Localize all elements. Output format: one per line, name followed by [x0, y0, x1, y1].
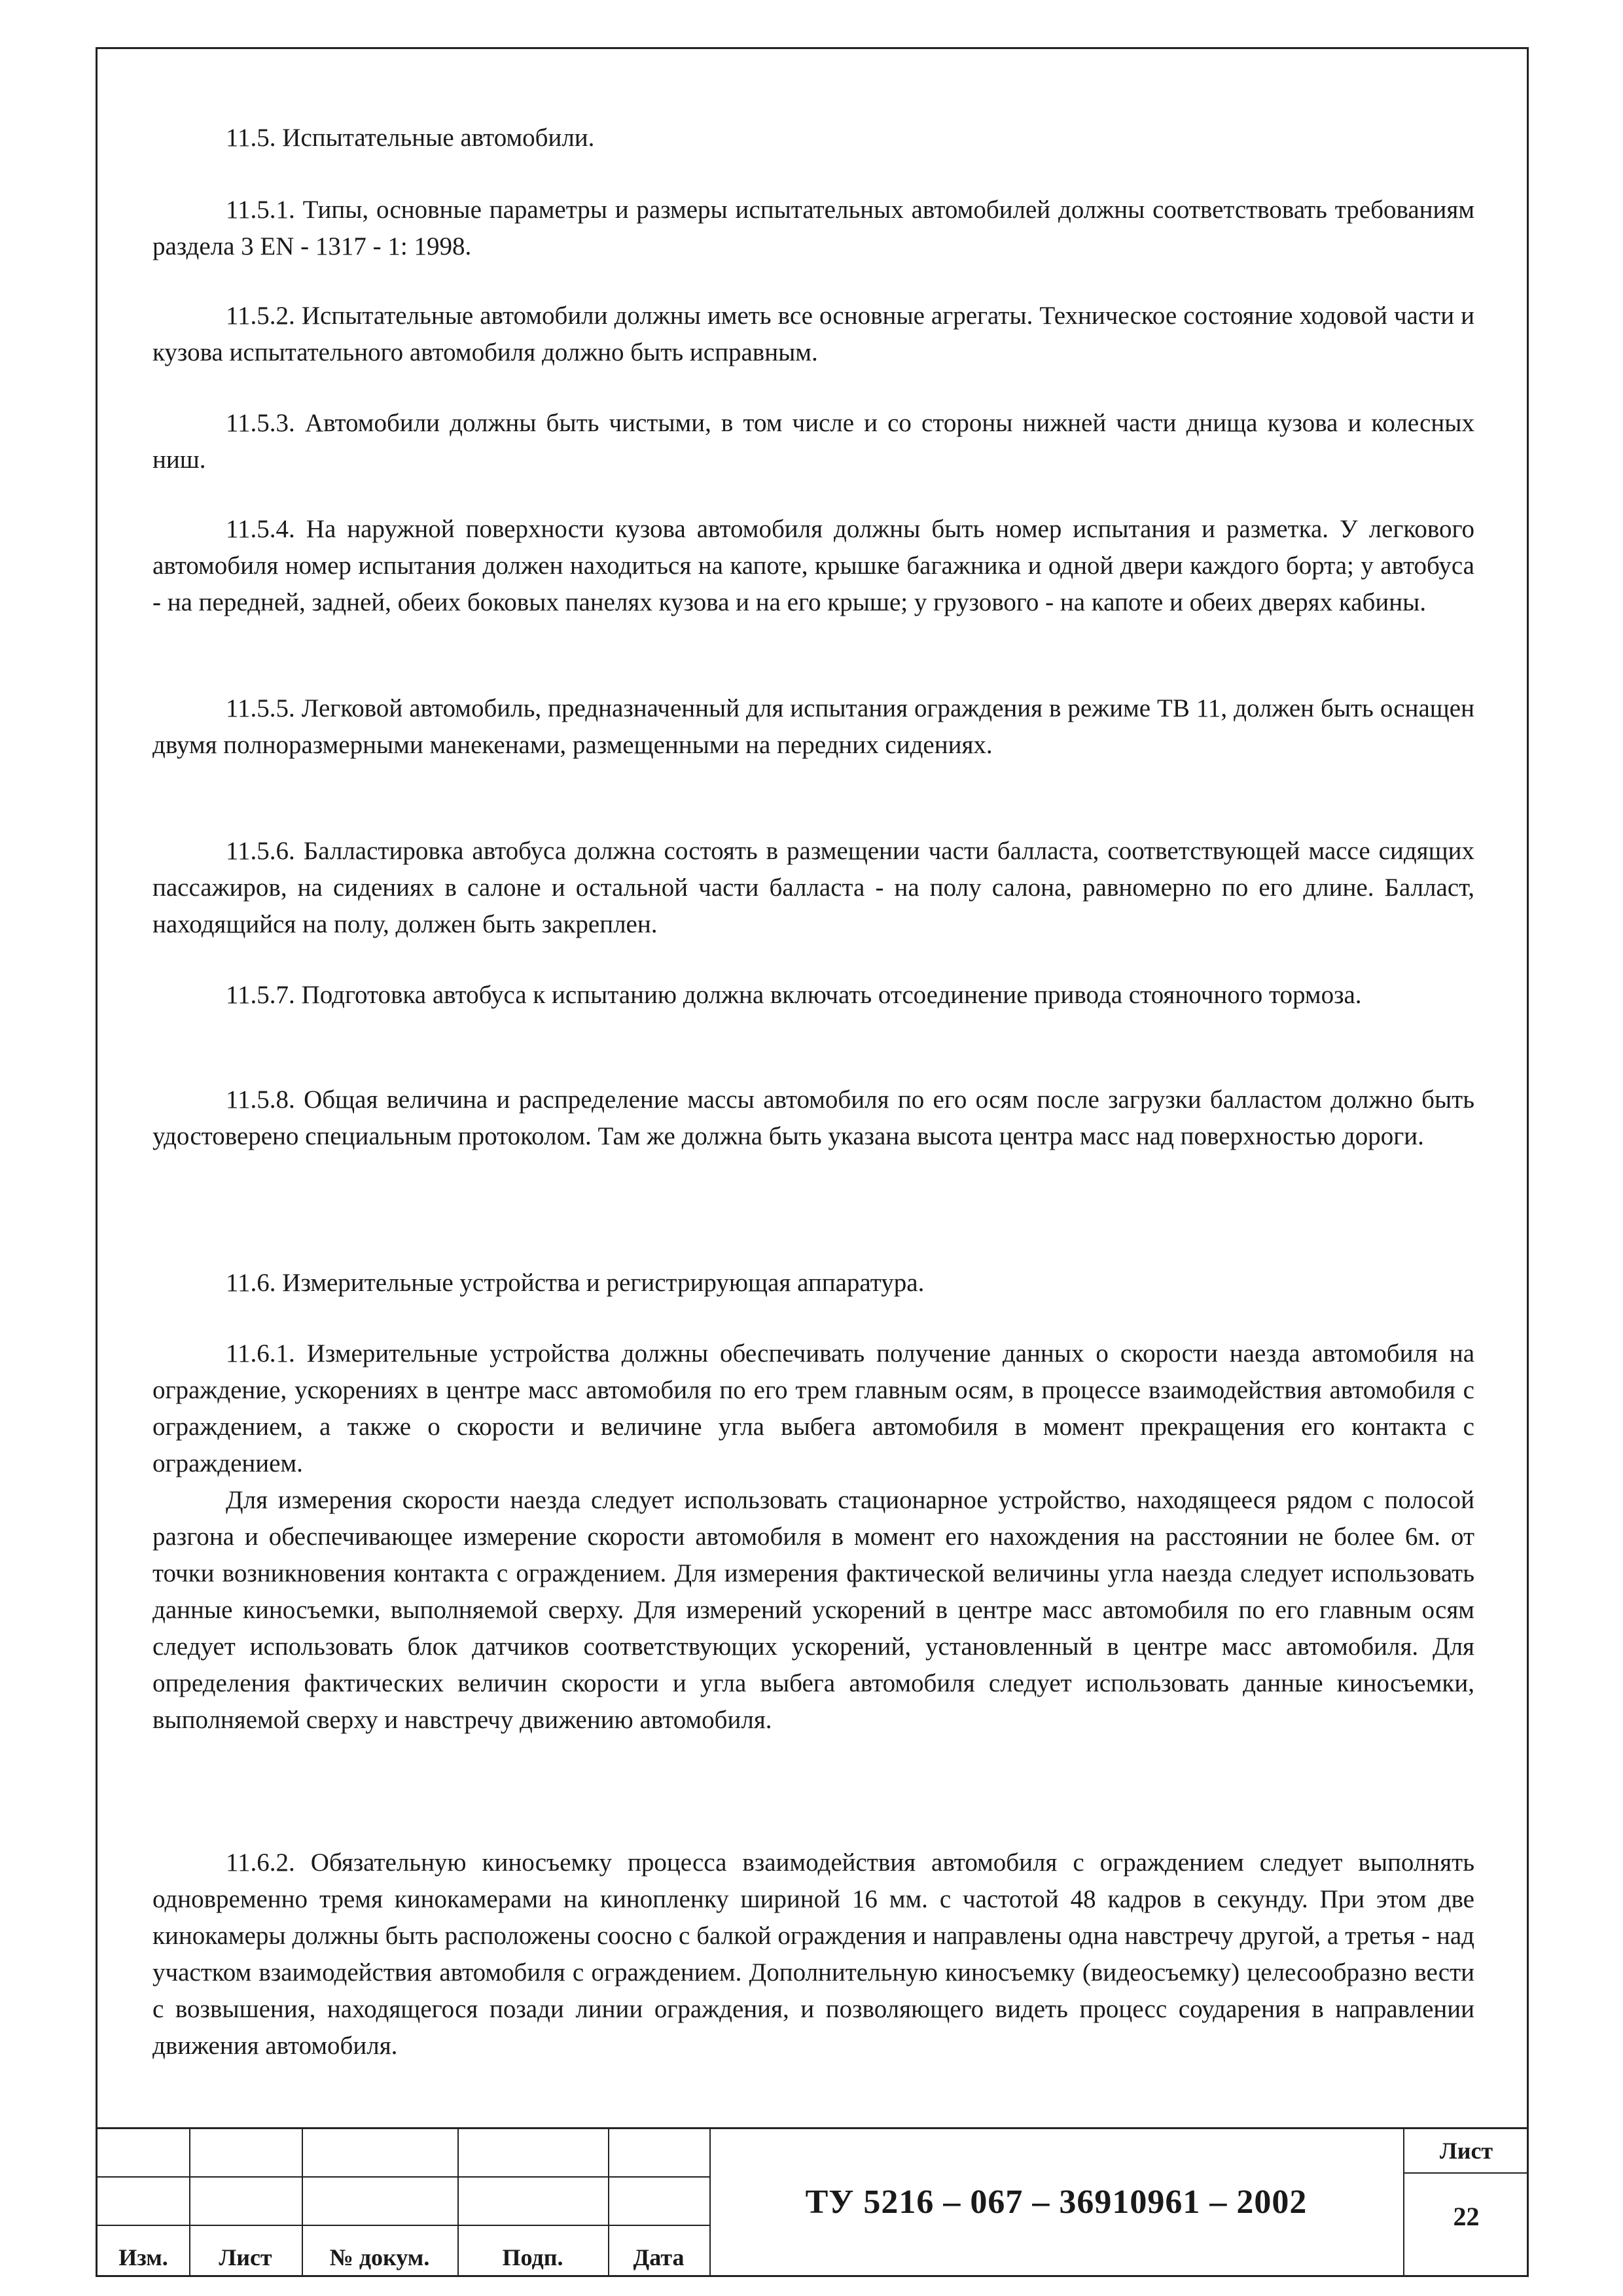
paragraph-text: Обязательную киносъемку процесса взаимодействия автомобиля с ограждением следует выполнять одновременно тремя кинокамерами на кинопленку шириной 16 мм. с частотой 48 кадров в секунду. При этом две кинокамеры должны быть расположены соосно с балкой ограждения и направлены одна навстречу другой, а третья - над участком взаимодействия автомобиля с ограждением. Дополнительную киносъемку (видеосъемку) целесообразно вести с возвышения, находящегося позади линии ограждения, и позволяющего видеть процесс соударения в направлении движения автомобиля.	[152, 1848, 1474, 2060]
paragraph-11-5-2	[152, 298, 1474, 371]
paragraph-11-5-8	[152, 1082, 1474, 1155]
paragraph-11-5-5	[152, 690, 1474, 764]
paragraph-number: 11.5.6.	[226, 837, 295, 865]
paragraph-number: 11.5.5.	[226, 694, 295, 722]
paragraph-number: 11.5.8.	[226, 1086, 295, 1114]
sheet-box	[1403, 2129, 1528, 2275]
paragraph-11-5-4	[152, 511, 1474, 621]
paragraph-11-6-1-continued	[152, 1482, 1474, 1739]
column-label-signature: Подп.	[502, 2244, 563, 2270]
paragraph-number: 11.5.4.	[226, 515, 295, 543]
paragraph-number: 11.5.7.	[226, 981, 295, 1009]
paragraph-11-5-6	[152, 833, 1474, 943]
paragraph-number: 11.5.2.	[226, 302, 295, 330]
paragraph-number: 11.6.1.	[226, 1339, 295, 1368]
sheet-number: 22	[1453, 2202, 1480, 2231]
paragraph-11-5-1	[152, 192, 1474, 265]
paragraph-text: Испытательные автомобили должны иметь все основные агрегаты. Техническое состояние ходовой части и кузова испытательного автомобиля должно быть исправным.	[152, 302, 1475, 366]
paragraph-11-5-7	[152, 977, 1474, 1014]
paragraph-11-6-2	[152, 1845, 1474, 2064]
paragraph-text: Легковой автомобиль, предназначенный для испытания ограждения в режиме ТВ 11, должен быть оснащен двумя полноразмерными манекенами, размещенными на передних сидениях.	[152, 694, 1474, 759]
paragraph-number: 11.5.3.	[226, 409, 295, 437]
column-label-sheet: Лист	[219, 2244, 272, 2270]
sheet-divider	[1404, 2172, 1528, 2174]
section-heading-11-5: 11.5. Испытательные автомобили.	[226, 124, 595, 152]
title-block-row-line	[98, 2176, 709, 2178]
column-label-document-number: № докум.	[329, 2244, 430, 2270]
paragraph-text: Балластировка автобуса должна состоять в размещении части балласта, соответствующей массе сидящих пассажиров, на сидениях в салоне и остальной части балласта - на полу салона, равномерно по его длине. Балласт, находящийся на полу, должен быть закреплен.	[152, 837, 1475, 938]
paragraph-number: 11.6.2.	[226, 1848, 295, 1877]
paragraph-text: На наружной поверхности кузова автомобиля должны быть номер испытания и разметка. У легкового автомобиля номер испытания должен находиться на капоте, крышке багажника и одной двери каждого борта; у автобуса - на передней, задней, обеих боковых панелях кузова и на его крыше; у грузового - на капоте и обеих дверях кабины.	[152, 515, 1474, 616]
column-label-date: Дата	[633, 2244, 685, 2270]
page-frame	[96, 47, 1529, 2277]
paragraph-text: Подготовка автобуса к испытанию должна включать отсоединение привода стояночного тормоза.	[301, 981, 1362, 1009]
title-block-row-line	[98, 2225, 709, 2226]
paragraph-number: 11.5.1.	[226, 196, 295, 224]
paragraph-text: Типы, основные параметры и размеры испытательных автомобилей должны соответствовать требованиям раздела 3 EN - 1317 - 1: 1998.	[152, 196, 1475, 260]
paragraph-11-5-3	[152, 405, 1474, 478]
paragraph-11-6-1	[152, 1335, 1474, 1482]
paragraph-text: Общая величина и распределение массы автомобиля по его осям после загрузки балластом должно быть удостоверено специальным протоколом. Там же должна быть указана высота центра масс над поверхностью дороги.	[152, 1086, 1474, 1150]
sheet-label: Лист	[1439, 2138, 1493, 2164]
paragraph-text: Измерительные устройства должны обеспечивать получение данных о скорости наезда автомобиля на ограждение, ускорениях в центре масс автомобиля по его трем главным осям, в процессе взаимодействия автомобиля с ограждением, а также о скорости и величине угла выбега автомобиля в момент прекращения его контакта с ограждением.	[152, 1339, 1475, 1477]
column-label-change: Изм.	[118, 2244, 168, 2270]
paragraph-text: Автомобили должны быть чистыми, в том числе и со стороны нижней части днища кузова и колесных ниш.	[152, 409, 1474, 474]
section-heading-11-6: 11.6. Измерительные устройства и регистрирующая аппаратура.	[226, 1269, 925, 1297]
title-block	[98, 2127, 1527, 2275]
document-code: ТУ 5216 – 067 – 36910961 – 2002	[805, 2183, 1308, 2221]
paragraph-text: Для измерения скорости наезда следует использовать стационарное устройство, находящееся рядом с полосой разгона и обеспечивающее измерение скорости автомобиля в момент его нахождения на расстоянии не более 6м. от точки возникновения контакта с ограждением. Для измерения фактической величины угла наезда следует использовать данные киносъемки, выполняемой сверху. Для измерений ускорений в центре масс автомобиля по его главным осям следует использовать блок датчиков соответствующих ускорений, установленный в центре масс автомобиля. Для определения фактических величин скорости и угла выбега автомобиля следует использовать данные киносъемки, выполняемой сверху и навстречу движению автомобиля.	[152, 1486, 1474, 1734]
